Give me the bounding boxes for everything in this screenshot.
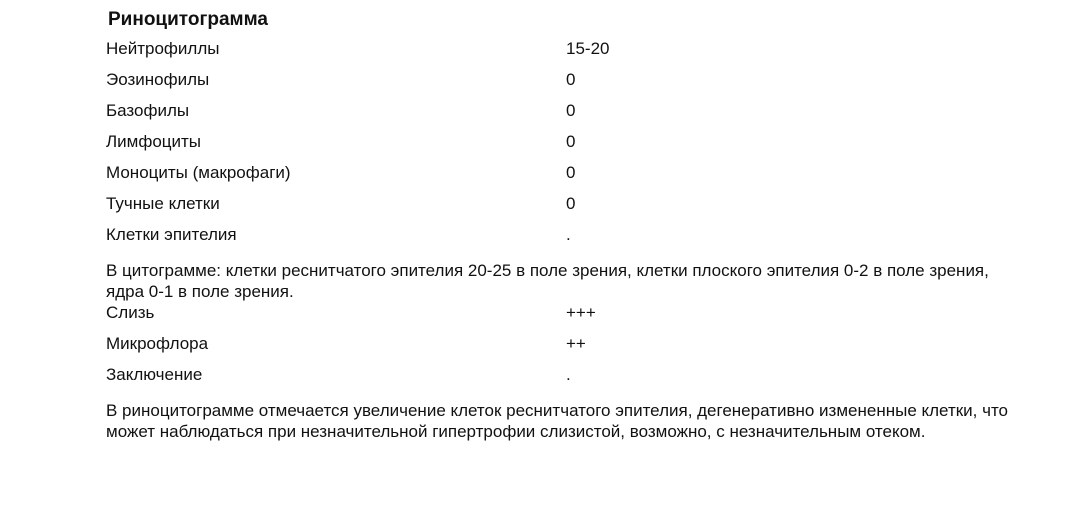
row-value: 0 <box>566 70 576 89</box>
row-label: Тучные клетки <box>106 194 220 213</box>
row-conclusion <box>106 365 806 391</box>
row-neutrophils <box>106 39 806 65</box>
row-label: Моноциты (макрофаги) <box>106 163 291 182</box>
row-label: Заключение <box>106 365 203 384</box>
row-label: Микрофлора <box>106 334 209 353</box>
row-value: 0 <box>566 132 576 151</box>
row-value: +++ <box>566 303 596 322</box>
row-epithelial-cells <box>106 225 806 251</box>
row-value: . <box>566 225 571 244</box>
row-label: Слизь <box>106 303 155 322</box>
row-value: ++ <box>566 334 586 353</box>
row-value: 0 <box>566 194 576 213</box>
row-basophils <box>106 101 806 127</box>
row-value: . <box>566 365 571 384</box>
conclusion-paragraph: В риноцитограмме отмечается увеличение клеток реснитчатого эпителия, дегенеративно измененные клетки, что может наблюдаться при незначительной гипертрофии слизистой, возможно, с незначительным отеком. <box>106 401 1009 441</box>
row-value: 15-20 <box>566 39 610 58</box>
row-label: Эозинофилы <box>106 70 210 89</box>
row-value: 0 <box>566 163 576 182</box>
row-monocytes <box>106 163 806 189</box>
row-mast-cells <box>106 194 806 220</box>
row-mucus <box>106 303 806 329</box>
row-microflora <box>106 334 806 360</box>
row-label: Нейтрофиллы <box>106 39 220 58</box>
row-lymphocytes <box>106 132 806 158</box>
row-eosinophils <box>106 70 806 96</box>
row-value: 0 <box>566 101 576 120</box>
row-label: Базофилы <box>106 101 190 120</box>
row-label: Лимфоциты <box>106 132 202 151</box>
row-label: Клетки эпителия <box>106 225 237 244</box>
cytogram-paragraph: В цитограмме: клетки реснитчатого эпителия 20-25 в поле зрения, клетки плоского эпителия 0-2 в поле зрения, ядра 0-1 в поле зрения. <box>106 261 989 301</box>
report-title: Риноцитограмма <box>108 9 268 30</box>
